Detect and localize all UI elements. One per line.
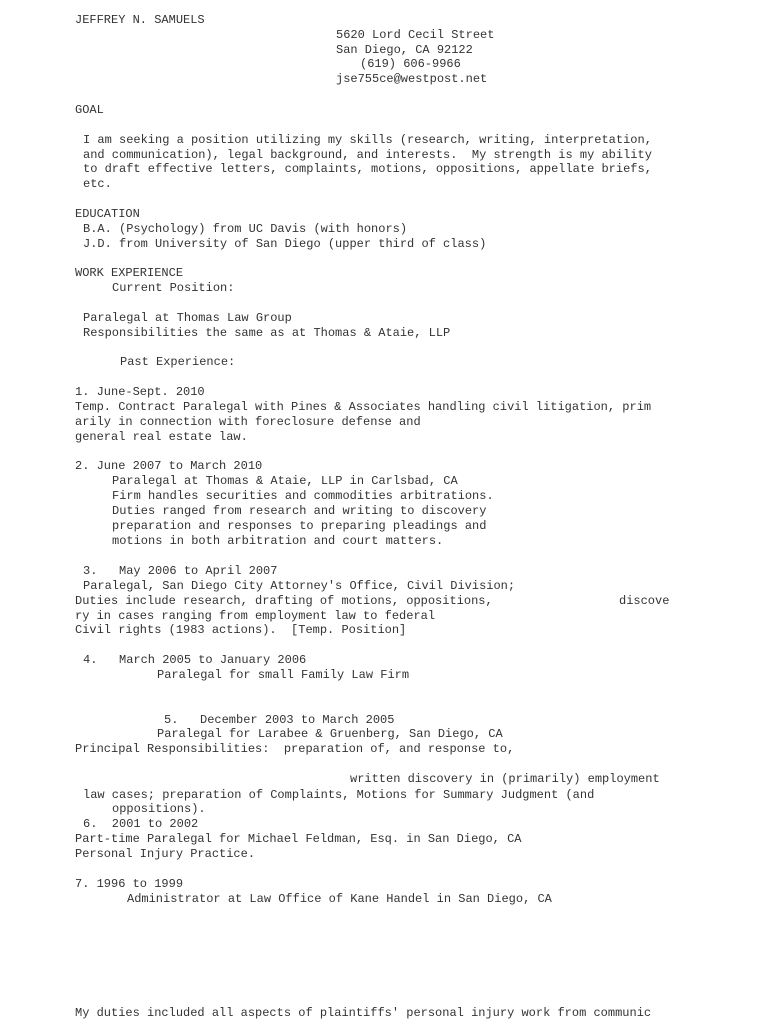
job-5-dates: 5. December 2003 to March 2005 xyxy=(164,713,395,727)
work-experience-heading: WORK EXPERIENCE xyxy=(75,266,184,280)
job-5-line: Principal Responsibilities: preparation of, and response to, xyxy=(75,742,515,756)
job-3-line: Paralegal, San Diego City Attorney's Office, Civil Division; xyxy=(83,579,516,593)
current-position-line: Paralegal at Thomas Law Group xyxy=(83,311,292,325)
current-position-label: Current Position: xyxy=(112,281,235,295)
job-5-line: written discovery in (primarily) employment xyxy=(350,772,660,786)
past-experience-label: Past Experience: xyxy=(120,355,236,369)
goal-heading: GOAL xyxy=(75,103,104,117)
job-1-line: general real estate law. xyxy=(75,430,248,444)
phone-number: (619) 606-9966 xyxy=(360,57,461,71)
job-6-line: Part-time Paralegal for Michael Feldman, Esq. in San Diego, CA xyxy=(75,832,522,846)
job-2-line: Duties ranged from research and writing to discovery xyxy=(112,504,487,518)
job-7-dates: 7. 1996 to 1999 xyxy=(75,877,184,891)
duties-line: My duties included all aspects of plaintiffs' personal injury work from communic xyxy=(75,1006,652,1020)
current-position-line: Responsibilities the same as at Thomas & Ataie, LLP xyxy=(83,326,451,340)
education-heading: EDUCATION xyxy=(75,207,140,221)
job-5-line: Paralegal for Larabee & Gruenberg, San Diego, CA xyxy=(157,727,503,741)
goal-text-line: to draft effective letters, complaints, motions, oppositions, appellate briefs, xyxy=(83,162,652,176)
job-2-line: preparation and responses to preparing pleadings and xyxy=(112,519,487,533)
job-3-line: ry in cases ranging from employment law to federal xyxy=(75,609,436,623)
job-6-dates: 6. 2001 to 2002 xyxy=(83,817,199,831)
education-item: B.A. (Psychology) from UC Davis (with honors) xyxy=(83,222,408,236)
job-3-line: Duties include research, drafting of motions, oppositions, xyxy=(75,594,493,608)
email-address: jse755ce@westpost.net xyxy=(336,72,488,86)
job-7-line: Administrator at Law Office of Kane Handel in San Diego, CA xyxy=(127,892,552,906)
goal-text-line: etc. xyxy=(83,177,112,191)
job-2-dates: 2. June 2007 to March 2010 xyxy=(75,459,263,473)
goal-text-line: I am seeking a position utilizing my skills (research, writing, interpretation, xyxy=(83,133,652,147)
job-2-line: motions in both arbitration and court matters. xyxy=(112,534,444,548)
address-line-2: San Diego, CA 92122 xyxy=(336,43,473,57)
job-1-line: arily in connection with foreclosure defense and xyxy=(75,415,421,429)
job-1-line: Temp. Contract Paralegal with Pines & Associates handling civil litigation, prim xyxy=(75,400,652,414)
job-3-line: Civil rights (1983 actions). [Temp. Position] xyxy=(75,623,407,637)
education-item: J.D. from University of San Diego (upper third of class) xyxy=(83,237,487,251)
applicant-name: JEFFREY N. SAMUELS xyxy=(75,13,205,27)
job-1-dates: 1. June-Sept. 2010 xyxy=(75,385,205,399)
job-5-line: law cases; preparation of Complaints, Motions for Summary Judgment (and xyxy=(83,788,595,802)
job-5-line: oppositions). xyxy=(112,802,206,816)
job-3-dates: 3. May 2006 to April 2007 xyxy=(83,564,278,578)
job-2-line: Paralegal at Thomas & Ataie, LLP in Carlsbad, CA xyxy=(112,474,458,488)
address-line-1: 5620 Lord Cecil Street xyxy=(336,28,495,42)
job-6-line: Personal Injury Practice. xyxy=(75,847,256,861)
job-2-line: Firm handles securities and commodities arbitrations. xyxy=(112,489,494,503)
goal-text-line: and communication), legal background, and interests. My strength is my ability xyxy=(83,148,652,162)
job-4-line: Paralegal for small Family Law Firm xyxy=(157,668,410,682)
job-4-dates: 4. March 2005 to January 2006 xyxy=(83,653,307,667)
job-3-line-fragment: discove xyxy=(619,594,670,608)
